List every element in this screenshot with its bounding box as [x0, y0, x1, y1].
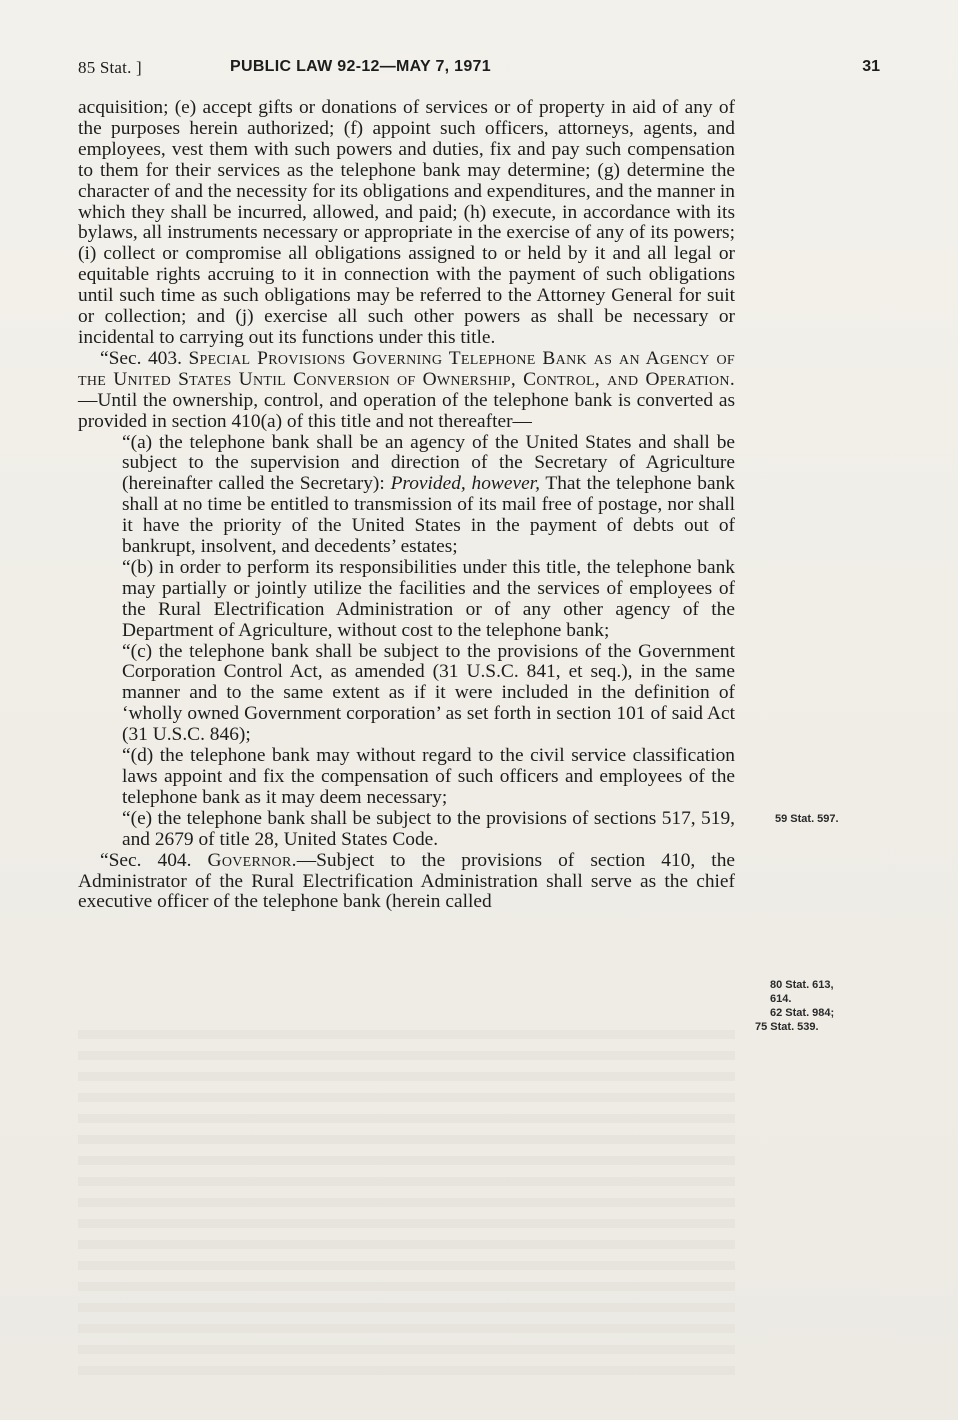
- subsection-c: “(c) the telephone bank shall be subject to the provisions of the Government Corporation Control Act, as amended (31 U.S.C. 841, et seq.), in the same manner and to the same extent as if it were included in the definition of ‘wholly owned Government corporation’ as set forth in section 101 of said Act (31 U.S.C. 846);: [122, 640, 735, 746]
- page-header: [78, 58, 880, 84]
- subsection-e: “(e) the telephone bank shall be subject to the provisions of sections 517, 519, and 2679 of title 28, United States Code.: [122, 807, 735, 850]
- section-403-text: —Until the ownership, control, and operation of the telephone bank is converted as provided in section 410(a) of this title and not thereafter—: [78, 389, 735, 432]
- page-number: 31: [862, 58, 880, 75]
- section-404-text: —Subject to the provisions of section 410, the Administrator of the Rural Electrification Administration shall serve as the chief executive officer of the telephone bank (herein called: [78, 849, 735, 913]
- margin-note-75-stat: 75 Stat. 539.: [755, 1021, 819, 1033]
- margin-note-62-stat: 62 Stat. 984;: [770, 1007, 835, 1019]
- subsection-a-text-2: That the telephone bank shall at no time be entitled to transmission of its mail free of postage, nor shall it have the priority of the United States in the payment of debts out of bankrupt, insolvent, and decedents’ estates;: [122, 473, 735, 558]
- subsection-a-proviso: Provided, however,: [390, 473, 540, 495]
- bleed-through-area: [78, 1030, 735, 1375]
- paragraph-powers: acquisition; (e) accept gifts or donations of services or of property in aid of any of the purposes herein authorized; (f) appoint such officers, attorneys, agents, and employees, vest them with such powers and duties, fix and pay such compensation to them for their services as the telephone bank may determine; (g) determine the character of and the necessity for its obligations and expenditures, and the manner in which they shall be incurred, allowed, and paid; (h) execute, in accordance with its bylaws, all instruments necessary or appropriate in the exercise of any of its powers; (i) collect or compromise all obligations assigned to or held by it and all legal or equitable rights accruing to it in connection with the payment of such obligations until such time as such obligations may be referred to the Attorney General for suit or collection; and (j) exercise all such other powers as shall be necessary or incidental to carrying out its functions under this title.: [78, 97, 735, 348]
- section-404: [78, 851, 735, 914]
- section-404-number: “Sec. 404.: [100, 849, 192, 871]
- section-404-heading: Governor.: [207, 849, 297, 871]
- subsection-a-text-1: “(a) the telephone bank shall be an agency of the United States and shall be subject to the supervision and direction of the Secretary of Agriculture (hereinafter called the Secretary):: [122, 431, 735, 495]
- subsection-d: “(d) the telephone bank may without regard to the civil service classification laws appoint and fix the compensation of such officers and employees of the telephone bank as it may deem necessary;: [122, 745, 735, 808]
- subsection-b: “(b) in order to perform its responsibilities under this title, the telephone bank may partially or jointly utilize the facilities and the services of employees of the Rural Electrification Administration or of any other agency of the Department of Agriculture, without cost to the telephone bank;: [122, 556, 735, 641]
- margin-note-59-stat: 59 Stat. 597.: [775, 813, 839, 825]
- section-403-heading: Special Provisions Governing Telephone Bank as an Agency of the United States Until Conversion of Ownership, Control, and Operation.: [78, 347, 735, 390]
- margin-note-80-stat: [770, 978, 834, 1006]
- page-title: PUBLIC LAW 92-12—MAY 7, 1971: [230, 58, 491, 75]
- volume-reference: 85 Stat. ]: [78, 58, 142, 77]
- section-403: [78, 349, 735, 433]
- margin-note-80-stat-line1: 80 Stat. 613,: [770, 979, 834, 991]
- body-text: [78, 98, 735, 913]
- subsection-a: [78, 433, 735, 558]
- section-403-number: “Sec. 403.: [100, 347, 182, 369]
- margin-note-80-stat-line2: 614.: [770, 993, 792, 1005]
